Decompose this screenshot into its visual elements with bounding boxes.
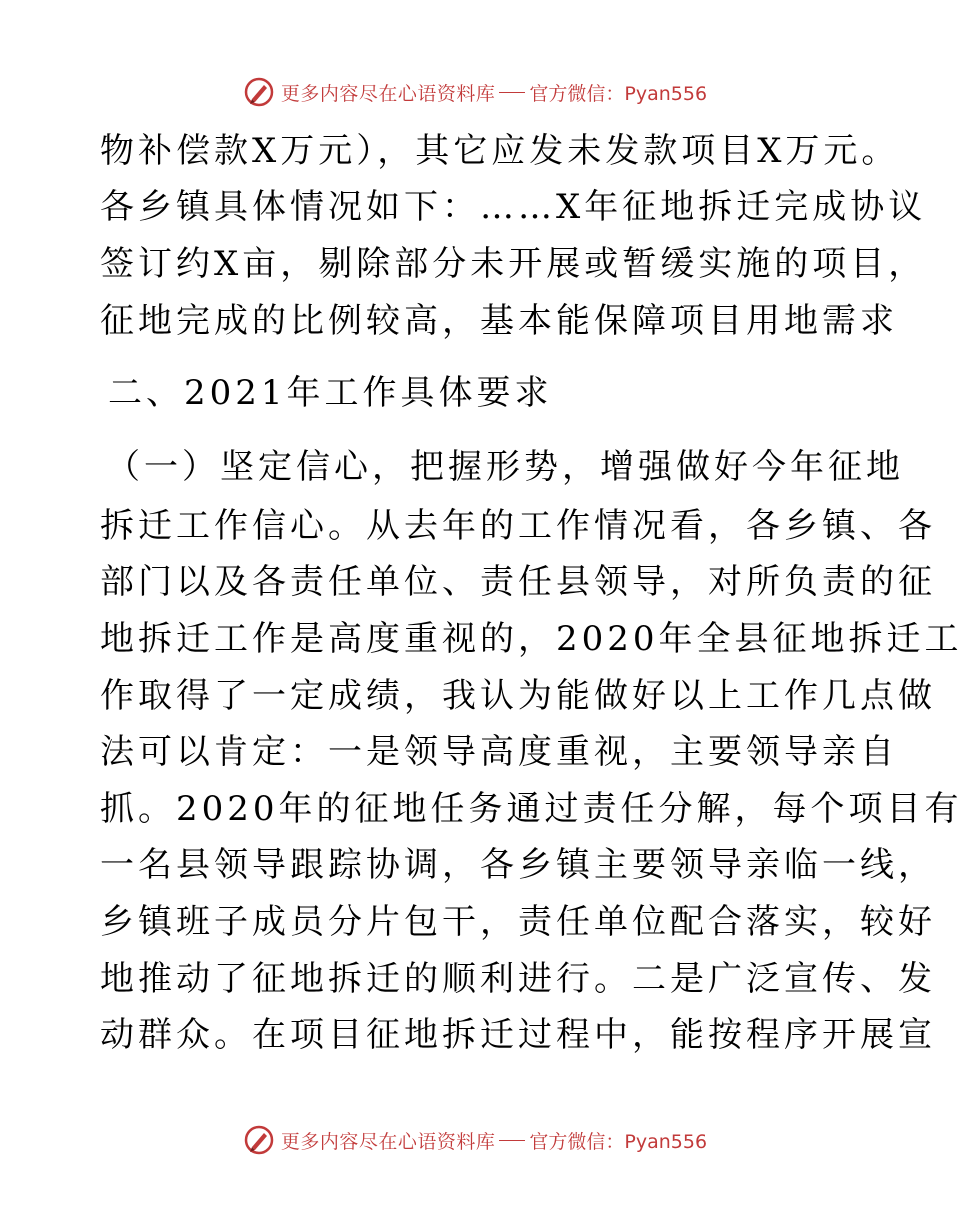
body-line: 一名县领导跟踪协调，各乡镇主要领导亲临一线， [100, 845, 936, 885]
body-line: 作取得了一定成绩，我认为能做好以上工作几点做 [100, 676, 936, 716]
watermark-text: 更多内容尽在心语资料库 [280, 1130, 496, 1153]
watermark-contact: 官方微信：Pyan556 [529, 82, 708, 105]
body-line: 征地完成的比例较高，基本能保障项目用地需求 [100, 301, 898, 341]
body-line: 乡镇班子成员分片包干，责任单位配合落实，较好 [100, 902, 936, 942]
section-heading: 二、2021年工作具体要求 [108, 373, 553, 413]
body-line: 物补偿款X万元），其它应发未发款项目X万元。 [100, 131, 900, 171]
watermark-text: 更多内容尽在心语资料库 [280, 82, 496, 105]
watermark-footer [0, 1120, 950, 1160]
pen-logo-icon [243, 76, 275, 108]
pen-logo-icon [243, 1124, 275, 1156]
body-line: 部门以及各责任单位、责任县领导，对所负责的征 [100, 562, 936, 602]
body-line: 签订约X亩，剔除部分未开展或暂缓实施的项目， [100, 244, 927, 284]
body-line: 动群众。在项目征地拆迁过程中，能按程序开展宣 [100, 1015, 936, 1055]
body-line: 各乡镇具体情况如下：……X年征地拆迁完成协议 [100, 187, 927, 227]
watermark-contact: 官方微信：Pyan556 [529, 1130, 708, 1153]
watermark-header [0, 72, 950, 112]
body-line: 抓。2020年的征地任务通过责任分解，每个项目有 [100, 789, 963, 829]
body-line: 拆迁工作信心。从去年的工作情况看，各乡镇、各 [100, 506, 936, 546]
subsection-heading: （一）坚定信心，把握形势，增强做好今年征地 [106, 447, 904, 487]
watermark-separator [499, 92, 525, 93]
body-line: 地推动了征地拆迁的顺利进行。二是广泛宣传、发 [100, 959, 936, 999]
watermark-separator [499, 1140, 525, 1141]
body-line: 法可以肯定：一是领导高度重视，主要领导亲自 [100, 732, 898, 772]
body-line: 地拆迁工作是高度重视的，2020年全县征地拆迁工 [100, 619, 963, 659]
